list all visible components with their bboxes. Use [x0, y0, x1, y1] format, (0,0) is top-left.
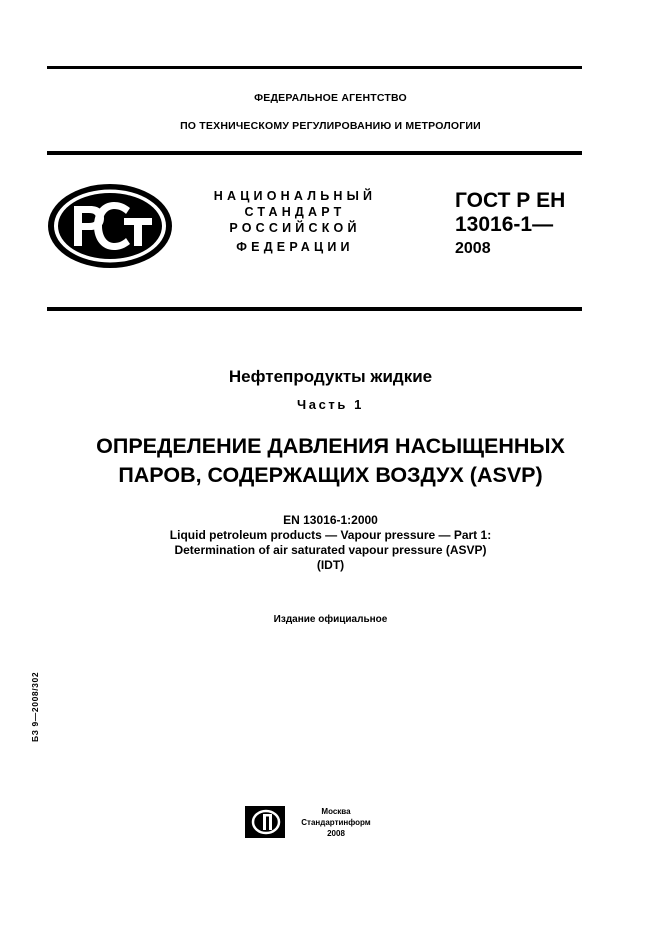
- block-rule: [47, 307, 582, 311]
- en-title-line-2: Determination of air saturated vapour pressure (ASVP): [174, 543, 487, 557]
- en-code: EN 13016-1:2000: [283, 513, 378, 527]
- agency-line-1: ФЕДЕРАЛЬНОЕ АГЕНТСТВО: [254, 92, 407, 104]
- document-subject: Нефтепродукты жидкие: [228, 367, 433, 386]
- publisher-city: Москва: [321, 807, 351, 816]
- header-rule: [47, 151, 582, 155]
- en-title-line-1: Liquid petroleum products — Vapour pressure — Part 1:: [169, 528, 492, 542]
- publisher-year: 2008: [327, 829, 345, 838]
- gost-year: 2008: [455, 240, 491, 257]
- side-registration-code: БЗ 9—2008/302: [30, 671, 40, 742]
- main-title-line-1: ОПРЕДЕЛЕНИЕ ДАВЛЕНИЯ НАСЫЩЕННЫХ: [96, 434, 565, 458]
- edition-label: Издание официальное: [273, 614, 388, 625]
- national-standard-line-4: ФЕДЕРАЦИИ: [236, 240, 354, 254]
- gost-number-line-1: ГОСТ Р ЕН: [455, 189, 566, 212]
- gost-number-line-2: 13016-1—: [455, 213, 554, 236]
- main-title-line-2: ПАРОВ, СОДЕРЖАЩИХ ВОЗДУХ (ASVP): [118, 463, 543, 487]
- national-standard-line-3: РОССИЙСКОЙ: [229, 221, 361, 235]
- publisher-name: Стандартинформ: [301, 818, 371, 827]
- rst-emblem-icon: [46, 182, 174, 270]
- agency-line-2: ПО ТЕХНИЧЕСКОМУ РЕГУЛИРОВАНИЮ И МЕТРОЛОГИИ: [180, 120, 481, 132]
- document-part: Часть 1: [297, 397, 364, 412]
- national-standard-line-1: НАЦИОНАЛЬНЫЙ: [213, 189, 377, 203]
- top-rule: [47, 66, 582, 69]
- standartinform-logo-icon: [245, 806, 285, 838]
- national-standard-line-2: СТАНДАРТ: [244, 205, 346, 219]
- en-idt: (IDT): [316, 558, 345, 572]
